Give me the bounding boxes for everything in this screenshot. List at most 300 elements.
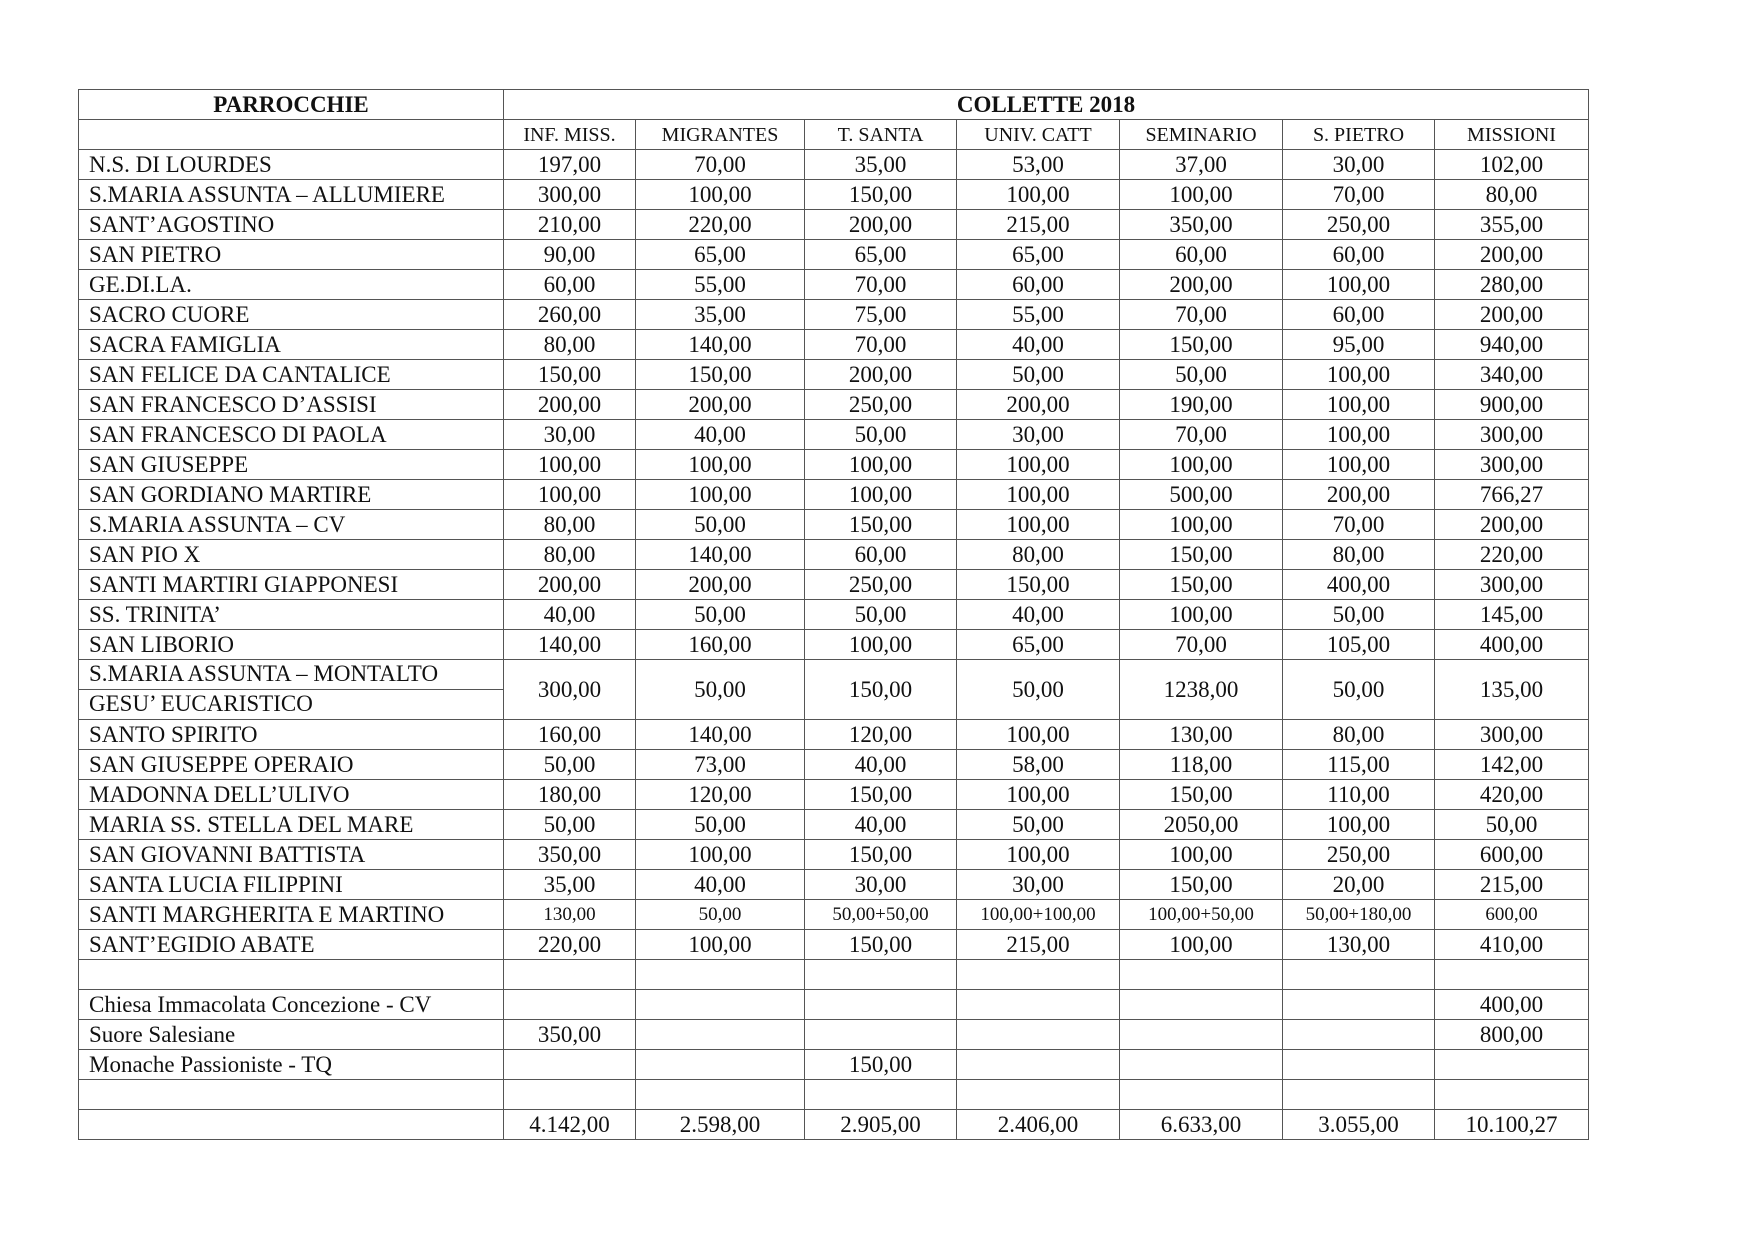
- table-row-merged: [79, 660, 1589, 720]
- amount-cell: 35,00: [805, 150, 957, 180]
- table-row: [79, 390, 1589, 420]
- amount-cell: [1283, 1080, 1435, 1110]
- table-row: [79, 1080, 1589, 1110]
- amount-cell: 300,00: [504, 180, 636, 210]
- amount-cell: 150,00: [957, 570, 1120, 600]
- amount-cell: 150,00: [805, 840, 957, 870]
- amount-cell: 100,00: [957, 780, 1120, 810]
- amount-cell: 102,00: [1435, 150, 1589, 180]
- parish-name: Chiesa Immacolata Concezione - CV: [79, 990, 504, 1020]
- amount-cell: 100,00: [636, 450, 805, 480]
- parish-name: SANTA LUCIA FILIPPINI: [79, 870, 504, 900]
- amount-cell: 250,00: [1283, 840, 1435, 870]
- amount-cell: [805, 1020, 957, 1050]
- amount-cell: 30,00: [805, 870, 957, 900]
- table-row: [79, 1020, 1589, 1050]
- amount-cell: 130,00: [1120, 720, 1283, 750]
- amount-cell: 65,00: [957, 240, 1120, 270]
- amount-cell: [957, 990, 1120, 1020]
- amount-cell: [504, 990, 636, 1020]
- amount-cell: 100,00: [957, 450, 1120, 480]
- amount-cell: 500,00: [1120, 480, 1283, 510]
- amount-cell: 250,00: [1283, 210, 1435, 240]
- amount-cell: 70,00: [805, 270, 957, 300]
- amount-cell: 4.142,00: [504, 1110, 636, 1140]
- parish-name: SANTO SPIRITO: [79, 720, 504, 750]
- amount-cell: 80,00: [504, 540, 636, 570]
- amount-cell: 100,00: [1120, 450, 1283, 480]
- amount-cell: [504, 960, 636, 990]
- amount-cell: 2.598,00: [636, 1110, 805, 1140]
- amount-cell: 150,00: [1120, 870, 1283, 900]
- parish-name: SAN GIOVANNI BATTISTA: [79, 840, 504, 870]
- amount-cell: 80,00: [504, 510, 636, 540]
- amount-cell: 100,00+100,00: [957, 900, 1120, 930]
- amount-cell: 160,00: [504, 720, 636, 750]
- amount-cell: 50,00: [1120, 360, 1283, 390]
- amount-cell: [1435, 960, 1589, 990]
- amount-cell: 60,00: [1120, 240, 1283, 270]
- parish-name: SANT’AGOSTINO: [79, 210, 504, 240]
- amount-cell: 150,00: [504, 360, 636, 390]
- amount-cell: [636, 1080, 805, 1110]
- amount-cell: [1120, 1020, 1283, 1050]
- amount-cell: [1283, 990, 1435, 1020]
- amount-cell: 100,00: [805, 630, 957, 660]
- amount-cell: 300,00: [504, 660, 636, 720]
- amount-cell: [957, 1080, 1120, 1110]
- amount-cell: 200,00: [1435, 240, 1589, 270]
- table-row: [79, 600, 1589, 630]
- parish-name: [79, 1080, 504, 1110]
- amount-cell: 20,00: [1283, 870, 1435, 900]
- table-row: [79, 1050, 1589, 1080]
- amount-cell: 200,00: [805, 210, 957, 240]
- parish-name: SAN FRANCESCO D’ASSISI: [79, 390, 504, 420]
- amount-cell: 70,00: [1120, 630, 1283, 660]
- amount-cell: 260,00: [504, 300, 636, 330]
- amount-cell: 150,00: [1120, 780, 1283, 810]
- amount-cell: 40,00: [805, 810, 957, 840]
- amount-cell: 150,00: [1120, 570, 1283, 600]
- amount-cell: 80,00: [957, 540, 1120, 570]
- amount-cell: 50,00: [504, 750, 636, 780]
- amount-cell: [805, 990, 957, 1020]
- table-row: [79, 840, 1589, 870]
- amount-cell: 300,00: [1435, 420, 1589, 450]
- amount-cell: 100,00: [805, 450, 957, 480]
- column-header: T. SANTA: [805, 120, 957, 150]
- amount-cell: 2.905,00: [805, 1110, 957, 1140]
- amount-cell: 220,00: [504, 930, 636, 960]
- amount-cell: 140,00: [504, 630, 636, 660]
- amount-cell: 50,00: [1283, 660, 1435, 720]
- amount-cell: 120,00: [805, 720, 957, 750]
- amount-cell: 200,00: [805, 360, 957, 390]
- amount-cell: 200,00: [1120, 270, 1283, 300]
- amount-cell: 50,00: [957, 660, 1120, 720]
- parish-name: MARIA SS. STELLA DEL MARE: [79, 810, 504, 840]
- amount-cell: 400,00: [1283, 570, 1435, 600]
- parish-name: [79, 960, 504, 990]
- table-row: [79, 780, 1589, 810]
- amount-cell: 100,00: [1120, 840, 1283, 870]
- amount-cell: [636, 960, 805, 990]
- amount-cell: [1120, 990, 1283, 1020]
- amount-cell: 100,00: [1120, 600, 1283, 630]
- amount-cell: 140,00: [636, 330, 805, 360]
- parish-name: S.MARIA ASSUNTA – MONTALTO: [79, 660, 503, 690]
- amount-cell: 50,00: [805, 600, 957, 630]
- amount-cell: 250,00: [805, 390, 957, 420]
- amount-cell: 150,00: [1120, 540, 1283, 570]
- amount-cell: 1238,00: [1120, 660, 1283, 720]
- amount-cell: 100,00: [957, 180, 1120, 210]
- table-row: [79, 480, 1589, 510]
- parish-name: SAN LIBORIO: [79, 630, 504, 660]
- amount-cell: 73,00: [636, 750, 805, 780]
- amount-cell: 130,00: [504, 900, 636, 930]
- amount-cell: 40,00: [504, 600, 636, 630]
- amount-cell: 220,00: [636, 210, 805, 240]
- amount-cell: 150,00: [805, 1050, 957, 1080]
- amount-cell: 100,00: [636, 180, 805, 210]
- collections-header: COLLETTE 2018: [504, 90, 1589, 120]
- amount-cell: 110,00: [1283, 780, 1435, 810]
- amount-cell: 40,00: [957, 600, 1120, 630]
- parish-name: S.MARIA ASSUNTA – CV: [79, 510, 504, 540]
- collections-table: [78, 89, 1589, 1140]
- amount-cell: 75,00: [805, 300, 957, 330]
- amount-cell: 65,00: [805, 240, 957, 270]
- amount-cell: 50,00: [1435, 810, 1589, 840]
- amount-cell: 50,00: [1283, 600, 1435, 630]
- amount-cell: 197,00: [504, 150, 636, 180]
- amount-cell: 100,00: [957, 480, 1120, 510]
- amount-cell: [957, 1020, 1120, 1050]
- blank-header-cell: [79, 120, 504, 150]
- amount-cell: 50,00+180,00: [1283, 900, 1435, 930]
- amount-cell: 50,00: [636, 510, 805, 540]
- amount-cell: 350,00: [1120, 210, 1283, 240]
- parish-name: SANTI MARGHERITA E MARTINO: [79, 900, 504, 930]
- amount-cell: 420,00: [1435, 780, 1589, 810]
- amount-cell: 30,00: [957, 870, 1120, 900]
- amount-cell: 80,00: [1283, 720, 1435, 750]
- amount-cell: 100,00: [504, 480, 636, 510]
- amount-cell: 200,00: [957, 390, 1120, 420]
- amount-cell: 940,00: [1435, 330, 1589, 360]
- amount-cell: 130,00: [1283, 930, 1435, 960]
- amount-cell: 100,00: [1283, 450, 1435, 480]
- amount-cell: 100,00: [1283, 420, 1435, 450]
- amount-cell: 3.055,00: [1283, 1110, 1435, 1140]
- amount-cell: 2.406,00: [957, 1110, 1120, 1140]
- column-header: S. PIETRO: [1283, 120, 1435, 150]
- amount-cell: 50,00: [957, 810, 1120, 840]
- parish-name: SAN GIUSEPPE OPERAIO: [79, 750, 504, 780]
- amount-cell: 30,00: [504, 420, 636, 450]
- amount-cell: 220,00: [1435, 540, 1589, 570]
- amount-cell: 142,00: [1435, 750, 1589, 780]
- table-row: [79, 900, 1589, 930]
- amount-cell: [1120, 960, 1283, 990]
- amount-cell: [636, 1020, 805, 1050]
- amount-cell: 37,00: [1120, 150, 1283, 180]
- amount-cell: 60,00: [504, 270, 636, 300]
- amount-cell: 55,00: [957, 300, 1120, 330]
- table-row: [79, 930, 1589, 960]
- amount-cell: 30,00: [957, 420, 1120, 450]
- amount-cell: 140,00: [636, 540, 805, 570]
- amount-cell: 70,00: [636, 150, 805, 180]
- table-row: [79, 510, 1589, 540]
- amount-cell: 200,00: [504, 390, 636, 420]
- amount-cell: 118,00: [1120, 750, 1283, 780]
- table-row: [79, 300, 1589, 330]
- amount-cell: 100,00: [1283, 810, 1435, 840]
- amount-cell: 300,00: [1435, 450, 1589, 480]
- amount-cell: 200,00: [1435, 510, 1589, 540]
- amount-cell: 200,00: [636, 390, 805, 420]
- table-row: [79, 630, 1589, 660]
- parish-name: SACRO CUORE: [79, 300, 504, 330]
- amount-cell: 600,00: [1435, 900, 1589, 930]
- header-row-2: [79, 120, 1589, 150]
- amount-cell: 35,00: [636, 300, 805, 330]
- amount-cell: 280,00: [1435, 270, 1589, 300]
- parish-name: SANT’EGIDIO ABATE: [79, 930, 504, 960]
- table-row: [79, 750, 1589, 780]
- amount-cell: 50,00: [805, 420, 957, 450]
- amount-cell: 340,00: [1435, 360, 1589, 390]
- amount-cell: 300,00: [1435, 570, 1589, 600]
- column-header: INF. MISS.: [504, 120, 636, 150]
- amount-cell: 70,00: [1283, 510, 1435, 540]
- table-row: [79, 270, 1589, 300]
- amount-cell: 40,00: [957, 330, 1120, 360]
- amount-cell: 150,00: [636, 360, 805, 390]
- amount-cell: [636, 1050, 805, 1080]
- amount-cell: 55,00: [636, 270, 805, 300]
- table-row: [79, 870, 1589, 900]
- table-row: [79, 240, 1589, 270]
- amount-cell: 190,00: [1120, 390, 1283, 420]
- amount-cell: 100,00: [1120, 510, 1283, 540]
- amount-cell: 210,00: [504, 210, 636, 240]
- amount-cell: 215,00: [957, 930, 1120, 960]
- amount-cell: [504, 1080, 636, 1110]
- amount-cell: 50,00: [636, 810, 805, 840]
- parish-name: SAN GORDIANO MARTIRE: [79, 480, 504, 510]
- amount-cell: 200,00: [504, 570, 636, 600]
- amount-cell: 100,00: [1283, 270, 1435, 300]
- amount-cell: 115,00: [1283, 750, 1435, 780]
- table-row: [79, 420, 1589, 450]
- amount-cell: 135,00: [1435, 660, 1589, 720]
- amount-cell: [957, 960, 1120, 990]
- column-header: UNIV. CATT: [957, 120, 1120, 150]
- amount-cell: 80,00: [1435, 180, 1589, 210]
- amount-cell: 100,00: [636, 840, 805, 870]
- amount-cell: [1120, 1050, 1283, 1080]
- amount-cell: 150,00: [805, 930, 957, 960]
- amount-cell: 100,00: [504, 450, 636, 480]
- parish-name: SACRA FAMIGLIA: [79, 330, 504, 360]
- table-row: [79, 150, 1589, 180]
- amount-cell: 200,00: [636, 570, 805, 600]
- amount-cell: 50,00: [636, 660, 805, 720]
- amount-cell: [1120, 1080, 1283, 1110]
- amount-cell: 90,00: [504, 240, 636, 270]
- amount-cell: 95,00: [1283, 330, 1435, 360]
- parish-name: GE.DI.LA.: [79, 270, 504, 300]
- amount-cell: 70,00: [1283, 180, 1435, 210]
- table-row: [79, 960, 1589, 990]
- amount-cell: 180,00: [504, 780, 636, 810]
- amount-cell: 900,00: [1435, 390, 1589, 420]
- parish-name: MADONNA DELL’ULIVO: [79, 780, 504, 810]
- parish-name: SAN GIUSEPPE: [79, 450, 504, 480]
- amount-cell: 100,00: [1283, 360, 1435, 390]
- amount-cell: 60,00: [957, 270, 1120, 300]
- amount-cell: 100,00: [957, 720, 1120, 750]
- amount-cell: 140,00: [636, 720, 805, 750]
- amount-cell: 800,00: [1435, 1020, 1589, 1050]
- parish-name-pair: [79, 660, 504, 720]
- amount-cell: [1283, 960, 1435, 990]
- table-row: [79, 330, 1589, 360]
- amount-cell: 150,00: [805, 510, 957, 540]
- amount-cell: 50,00+50,00: [805, 900, 957, 930]
- amount-cell: 70,00: [1120, 300, 1283, 330]
- amount-cell: [636, 990, 805, 1020]
- amount-cell: 350,00: [504, 840, 636, 870]
- amount-cell: 350,00: [504, 1020, 636, 1050]
- amount-cell: 410,00: [1435, 930, 1589, 960]
- amount-cell: 105,00: [1283, 630, 1435, 660]
- amount-cell: 58,00: [957, 750, 1120, 780]
- amount-cell: 50,00: [636, 900, 805, 930]
- amount-cell: 2050,00: [1120, 810, 1283, 840]
- amount-cell: 35,00: [504, 870, 636, 900]
- amount-cell: [1435, 1080, 1589, 1110]
- amount-cell: 355,00: [1435, 210, 1589, 240]
- amount-cell: 150,00: [1120, 330, 1283, 360]
- amount-cell: 300,00: [1435, 720, 1589, 750]
- amount-cell: 100,00: [636, 930, 805, 960]
- amount-cell: 6.633,00: [1120, 1110, 1283, 1140]
- amount-cell: 160,00: [636, 630, 805, 660]
- amount-cell: 150,00: [805, 780, 957, 810]
- amount-cell: 40,00: [805, 750, 957, 780]
- table-row: [79, 540, 1589, 570]
- table-row: [79, 360, 1589, 390]
- amount-cell: 145,00: [1435, 600, 1589, 630]
- table-row: [79, 180, 1589, 210]
- parish-name: GESU’ EUCARISTICO: [89, 691, 313, 716]
- amount-cell: 100,00: [957, 510, 1120, 540]
- amount-cell: 65,00: [636, 240, 805, 270]
- amount-cell: 766,27: [1435, 480, 1589, 510]
- amount-cell: 100,00: [1283, 390, 1435, 420]
- amount-cell: [805, 1080, 957, 1110]
- amount-cell: 40,00: [636, 420, 805, 450]
- amount-cell: 70,00: [805, 330, 957, 360]
- column-header: MIGRANTES: [636, 120, 805, 150]
- parish-name: SAN PIETRO: [79, 240, 504, 270]
- amount-cell: 100,00: [636, 480, 805, 510]
- amount-cell: 60,00: [1283, 300, 1435, 330]
- table-row: [79, 810, 1589, 840]
- amount-cell: 400,00: [1435, 990, 1589, 1020]
- amount-cell: [957, 1050, 1120, 1080]
- amount-cell: [1435, 1050, 1589, 1080]
- parish-name: SAN FELICE DA CANTALICE: [79, 360, 504, 390]
- amount-cell: 50,00: [957, 360, 1120, 390]
- amount-cell: 60,00: [805, 540, 957, 570]
- amount-cell: 70,00: [1120, 420, 1283, 450]
- table-row: [79, 210, 1589, 240]
- amount-cell: 120,00: [636, 780, 805, 810]
- amount-cell: 40,00: [636, 870, 805, 900]
- table-row: [79, 450, 1589, 480]
- amount-cell: 100,00: [1120, 180, 1283, 210]
- amount-cell: 215,00: [1435, 870, 1589, 900]
- parish-name: SAN PIO X: [79, 540, 504, 570]
- amount-cell: 80,00: [1283, 540, 1435, 570]
- column-header: SEMINARIO: [1120, 120, 1283, 150]
- parishes-header: PARROCCHIE: [79, 90, 504, 120]
- amount-cell: 100,00: [957, 840, 1120, 870]
- amount-cell: 150,00: [805, 660, 957, 720]
- amount-cell: 400,00: [1435, 630, 1589, 660]
- amount-cell: 215,00: [957, 210, 1120, 240]
- table-row: [79, 720, 1589, 750]
- amount-cell: [1283, 1050, 1435, 1080]
- amount-cell: 600,00: [1435, 840, 1589, 870]
- amount-cell: [805, 960, 957, 990]
- amount-cell: 80,00: [504, 330, 636, 360]
- parish-name: SS. TRINITA’: [79, 600, 504, 630]
- amount-cell: 53,00: [957, 150, 1120, 180]
- amount-cell: 65,00: [957, 630, 1120, 660]
- parish-name: S.MARIA ASSUNTA – ALLUMIERE: [79, 180, 504, 210]
- amount-cell: 100,00: [1120, 930, 1283, 960]
- parish-name: N.S. DI LOURDES: [79, 150, 504, 180]
- amount-cell: 100,00: [805, 480, 957, 510]
- table-row: [79, 990, 1589, 1020]
- parish-name: [79, 1110, 504, 1140]
- header-row-1: [79, 90, 1589, 120]
- amount-cell: 50,00: [504, 810, 636, 840]
- amount-cell: [1283, 1020, 1435, 1050]
- amount-cell: 10.100,27: [1435, 1110, 1589, 1140]
- amount-cell: 200,00: [1283, 480, 1435, 510]
- amount-cell: [504, 1050, 636, 1080]
- amount-cell: 250,00: [805, 570, 957, 600]
- parish-name: Monache Passioniste - TQ: [79, 1050, 504, 1080]
- amount-cell: 100,00+50,00: [1120, 900, 1283, 930]
- amount-cell: 150,00: [805, 180, 957, 210]
- amount-cell: 200,00: [1435, 300, 1589, 330]
- column-header: MISSIONI: [1435, 120, 1589, 150]
- parish-name: Suore Salesiane: [79, 1020, 504, 1050]
- amount-cell: 60,00: [1283, 240, 1435, 270]
- amount-cell: 50,00: [636, 600, 805, 630]
- parish-name: SAN FRANCESCO DI PAOLA: [79, 420, 504, 450]
- table-row: [79, 570, 1589, 600]
